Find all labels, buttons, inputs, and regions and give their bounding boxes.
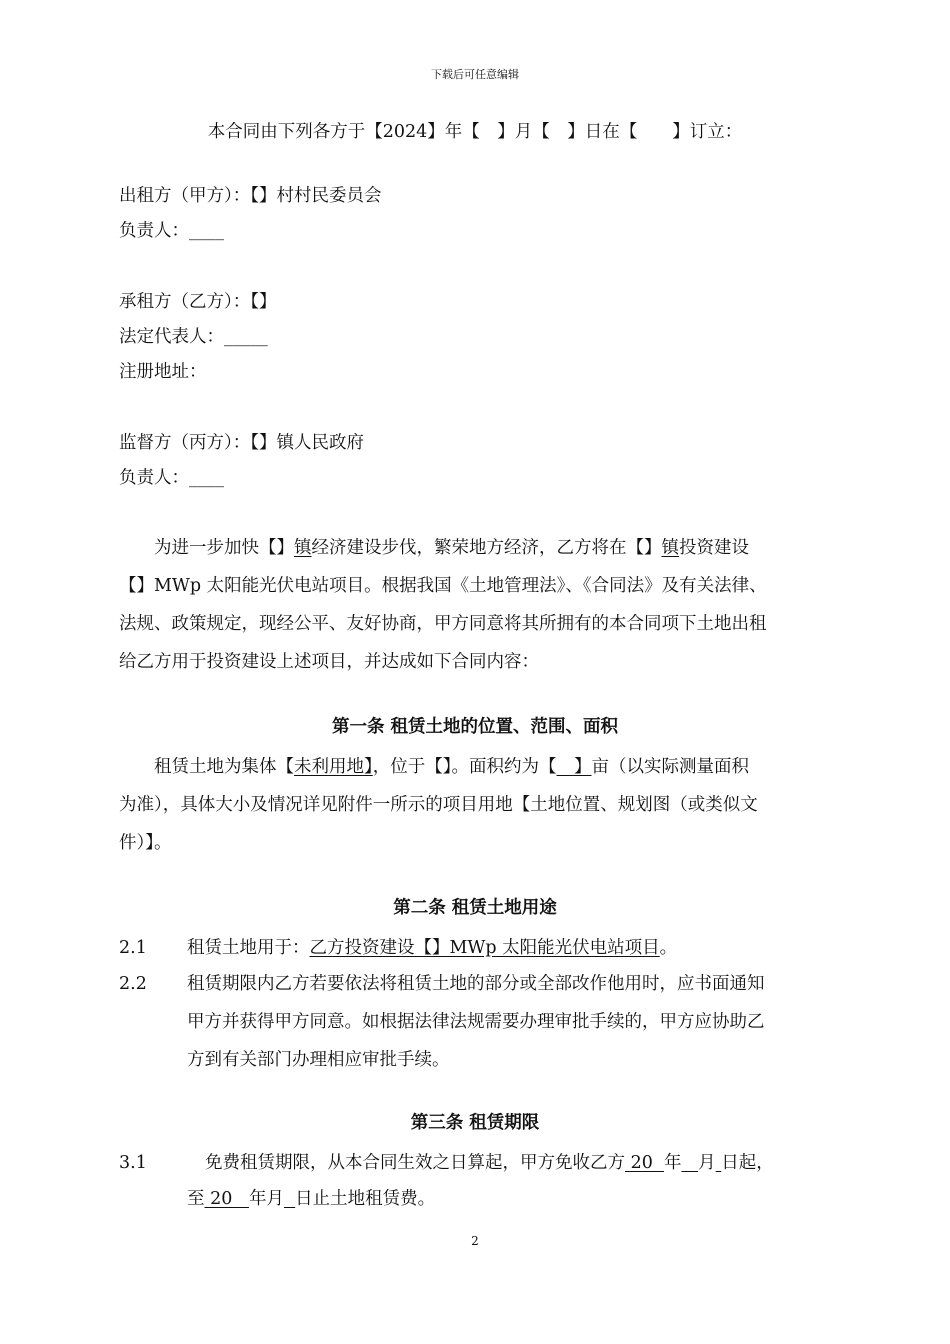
c31-l2-year: 年 <box>249 1189 267 1209</box>
party-c-name: 监督方（丙方）：【】镇人民政府 <box>119 433 364 453</box>
c31-a: 免费租赁期限，从本合同生效之日算起，甲方免收乙方 <box>205 1153 625 1173</box>
article-2-title: 第二条 租赁土地用途 <box>393 898 557 918</box>
c31-month-blank <box>681 1153 698 1173</box>
party-a-name: 出租方（甲方）：【】村村民委员会 <box>119 186 382 206</box>
a1-land-type: 未利用地】 <box>294 757 373 777</box>
c21-a: 租赁土地用于： <box>187 938 310 958</box>
preamble-line-3: 法规、政策规定，现经公平、友好协商，甲方同意将其所拥有的本合同项下土地出租 <box>119 614 767 634</box>
clause-3-1-line-1 <box>205 1145 774 1181</box>
party-b-rep <box>119 319 268 355</box>
party-b-rep-blank: _____ <box>224 327 268 347</box>
c31-l2-year-blank: 20 <box>204 1189 250 1209</box>
clause-2-2-line-3: 方到有关部门办理相应审批手续。 <box>187 1050 450 1070</box>
article-1-line-3: 件）】。 <box>119 833 172 853</box>
page-number: 2 <box>471 1234 479 1248</box>
c31-year-blank: 20 <box>625 1153 664 1173</box>
c21-c: 。 <box>659 938 678 958</box>
c31-l2-f: 日止土地租赁费。 <box>295 1189 436 1209</box>
preamble-line-4: 给乙方用于投资建设上述项目，并达成如下合同内容： <box>119 652 539 672</box>
party-b-rep-label: 法定代表人： <box>119 327 224 347</box>
header-note: 下载后可任意编辑 <box>431 68 519 81</box>
preamble-l1-a: 为进一步加快【】 <box>154 538 294 558</box>
party-b-address: 注册地址： <box>119 362 207 382</box>
clause-2-2-number: 2.2 <box>119 974 147 994</box>
party-c-person <box>119 460 224 496</box>
a1-l1-c: ，位于【】。面积约为【 <box>372 757 557 777</box>
a1-l1-a: 租赁土地为集体【 <box>154 757 294 777</box>
preamble-l1-c: 经济建设步伐，繁荣地方经济，乙方将在【】 <box>311 538 662 558</box>
preamble-line-1 <box>154 530 749 566</box>
clause-3-1-line-2 <box>187 1181 435 1217</box>
intro-line: 本合同由下列各方于【2024】年【 】月【 】日在【 】订立： <box>207 122 743 142</box>
preamble-town-1: 镇 <box>294 538 312 558</box>
party-c-person-blank: ____ <box>189 468 224 488</box>
a1-area-blank: 】 <box>556 757 592 777</box>
c31-l2-a: 至 <box>187 1189 205 1209</box>
clause-2-1-text <box>187 930 677 966</box>
clause-2-1-number: 2.1 <box>119 938 147 958</box>
preamble-town-2: 镇 <box>661 538 679 558</box>
clause-2-2-line-2: 甲方并获得甲方同意。如根据法律法规需要办理审批手续的，甲方应协助乙 <box>187 1012 765 1032</box>
c31-year: 年 <box>663 1153 682 1173</box>
article-1-line-2: 为准），具体大小及情况详见附件一所示的项目用地【土地位置、规划图（或类似文 <box>119 795 758 815</box>
party-c-person-label: 负责人： <box>119 468 189 488</box>
c31-l2-day-blank <box>284 1189 295 1209</box>
clause-3-1-number: 3.1 <box>119 1153 147 1173</box>
party-a-person <box>119 213 224 249</box>
preamble-l1-e: 投资建设 <box>679 538 749 558</box>
article-1-title: 第一条 租赁土地的位置、范围、面积 <box>331 717 619 737</box>
c31-l2-month: 月 <box>266 1189 285 1209</box>
clause-2-2-line-1: 租赁期限内乙方若要依法将租赁土地的部分或全部改作他用时，应书面通知 <box>187 974 765 994</box>
c21-purpose: 乙方投资建设【】MWp 太阳能光伏电站项目 <box>309 938 660 958</box>
party-a-person-label: 负责人： <box>119 221 189 241</box>
article-1-line-1 <box>154 749 749 785</box>
party-a-person-blank: ____ <box>189 221 224 241</box>
article-3-title: 第三条 租赁期限 <box>410 1113 540 1133</box>
preamble-line-2: 【】MWp 太阳能光伏电站项目。根据我国《土地管理法》、《合同法》及有关法律、 <box>119 576 767 596</box>
a1-l1-e: 亩（以实际测量面积 <box>591 757 749 777</box>
c31-month: 月 <box>698 1153 716 1173</box>
c31-day: 日起， <box>721 1153 774 1173</box>
party-b-name: 承租方（乙方）：【】 <box>119 292 277 312</box>
